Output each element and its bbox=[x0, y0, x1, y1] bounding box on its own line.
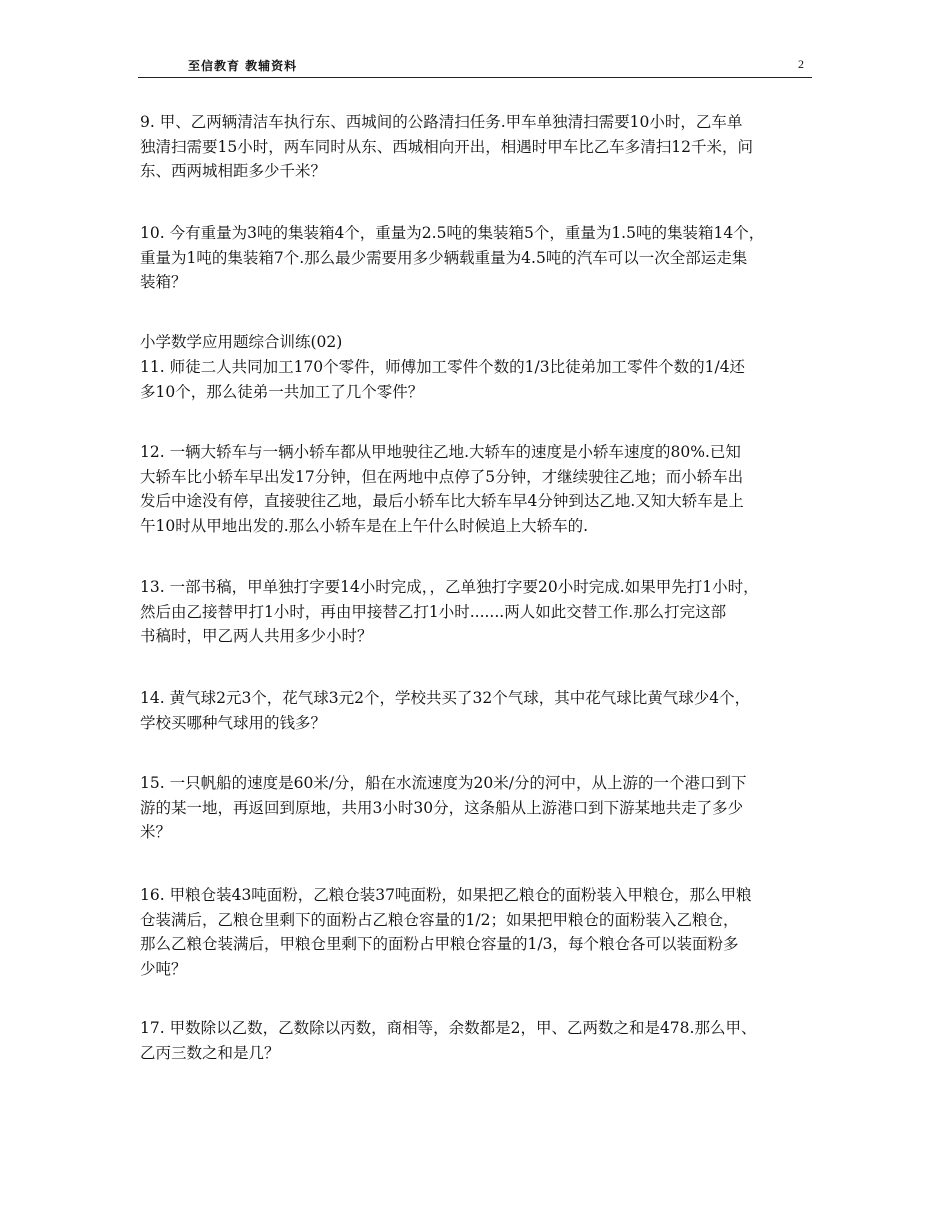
problem-11 bbox=[140, 355, 814, 404]
text-line: 15. 一只帆船的速度是60米/分，船在水流速度为20米/分的河中，从上游的一个港口到下 bbox=[140, 774, 747, 792]
text-line: 少吨？ bbox=[140, 959, 187, 978]
problem-13 bbox=[140, 575, 814, 649]
problem-12 bbox=[140, 440, 814, 538]
text-line: 独清扫需要15小时，两车同时从东、西城相向开出，相遇时甲车比乙车多清扫12千米，问 bbox=[140, 137, 753, 156]
text-line: 14. 黄气球2元3个，花气球3元2个，学校共买了32个气球，其中花气球比黄气球少4个， bbox=[140, 689, 751, 707]
text-line: 多10个，那么徒弟一共加工了几个零件？ bbox=[140, 382, 424, 401]
text-line: 那么乙粮仓装满后，甲粮仓里剩下的面粉占甲粮仓容量的1/3，每个粮仓各可以装面粉多 bbox=[140, 935, 739, 953]
text-line: 东、西两城相距多少千米？ bbox=[140, 162, 327, 180]
text-line: 装箱？ bbox=[140, 273, 187, 291]
text-line: 12. 一辆大轿车与一辆小轿车都从甲地驶往乙地.大轿车的速度是小轿车速度的80%.已知 bbox=[140, 443, 741, 461]
text-line: 9. 甲、乙两辆清洁车执行东、西城间的公路清扫任务.甲车单独清扫需要10小时，乙车单 bbox=[140, 113, 743, 131]
problem-15 bbox=[140, 771, 814, 845]
text-line: 13. 一部书稿，甲单独打字要14小时完成，，乙单独打字要20小时完成.如果甲先打1小时， bbox=[140, 578, 759, 596]
text-line: 10. 今有重量为3吨的集装箱4个，重量为2.5吨的集装箱5个，重量为1.5吨的集装箱14个， bbox=[140, 224, 765, 242]
text-line: 发后中途没有停，直接驶往乙地，最后小轿车比大轿车早4分钟到达乙地.又知大轿车是上 bbox=[140, 492, 744, 510]
text-line: 仓装满后，乙粮仓里剩下的面粉占乙粮仓容量的1/2；如果把甲粮仓的面粉装入乙粮仓， bbox=[140, 910, 739, 929]
problem-16 bbox=[140, 883, 814, 981]
page-number: 2 bbox=[798, 57, 804, 71]
text-line: 学校买哪种气球用的钱多？ bbox=[140, 713, 327, 732]
text-line: 然后由乙接替甲打1小时，再由甲接替乙打1小时.......两人如此交替工作.那么打完这部 bbox=[140, 602, 727, 621]
text-line: 米？ bbox=[140, 823, 172, 841]
problem-14 bbox=[140, 686, 814, 735]
problem-9 bbox=[140, 110, 814, 184]
text-line: 11. 师徒二人共同加工170个零件，师傅加工零件个数的1/3比徒弟加工零件个数的1/4还 bbox=[140, 358, 746, 376]
page-header bbox=[138, 55, 812, 78]
header-title: 至信教育 教辅资料 bbox=[188, 59, 298, 73]
problem-17 bbox=[140, 1016, 814, 1065]
text-line: 重量为1吨的集装箱7个.那么最少需要用多少辆载重量为4.5吨的汽车可以一次全部运走集 bbox=[140, 248, 748, 267]
text-line: 乙丙三数之和是几？ bbox=[140, 1043, 280, 1062]
text-line: 大轿车比小轿车早出发17分钟，但在两地中点停了5分钟，才继续驶往乙地；而小轿车出 bbox=[140, 467, 744, 486]
text-line: 午10时从甲地出发的.那么小轿车是在上午什么时候追上大轿车的. bbox=[140, 516, 589, 535]
text-line: 17. 甲数除以乙数，乙数除以丙数，商相等，余数都是2，甲、乙两数之和是478.那么甲、 bbox=[140, 1019, 757, 1037]
text-line: 游的某一地，再返回到原地，共用3小时30分，这条船从上游港口到下游某地共走了多少 bbox=[140, 798, 744, 817]
section-title: 小学数学应用题综合训练(02) bbox=[140, 333, 343, 351]
problem-10 bbox=[140, 221, 814, 295]
text-line: 16. 甲粮仓装43吨面粉，乙粮仓装37吨面粉，如果把乙粮仓的面粉装入甲粮仓，那么甲粮 bbox=[140, 886, 752, 904]
text-line: 书稿时，甲乙两人共用多少小时？ bbox=[140, 627, 373, 645]
